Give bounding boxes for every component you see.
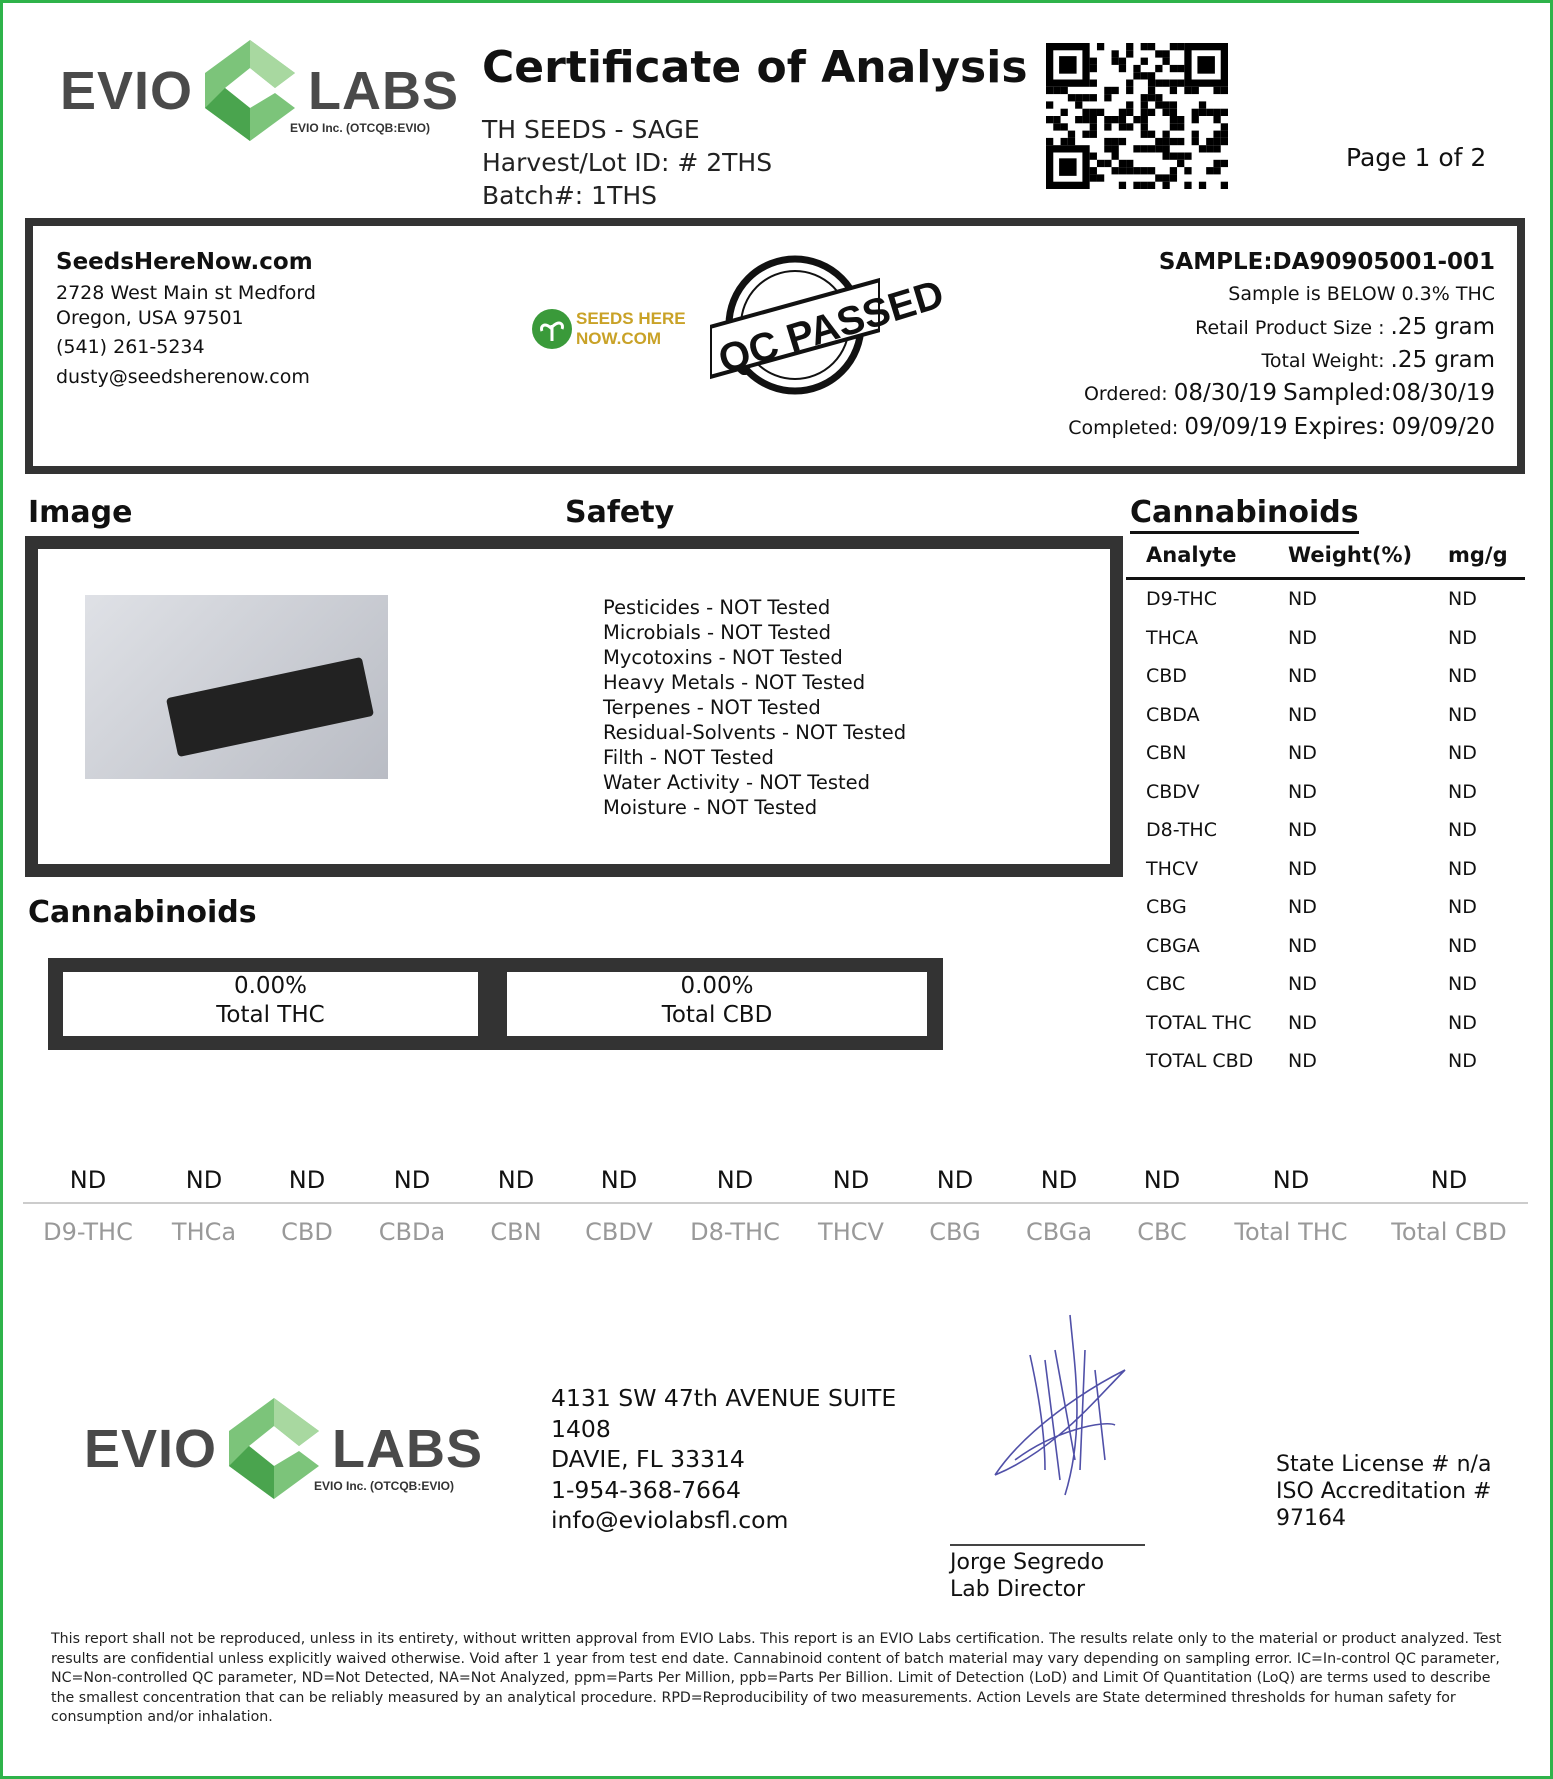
- safety-item: Microbials - NOT Tested: [603, 621, 832, 644]
- table-cell: ND: [1288, 1011, 1317, 1034]
- summary-label: D9-THC: [43, 1218, 133, 1246]
- director-title: Lab Director: [950, 1577, 1086, 1602]
- column-header: Weight(%): [1288, 543, 1413, 567]
- table-cell: CBGA: [1146, 934, 1200, 957]
- table-cell: ND: [1288, 934, 1317, 957]
- qc-passed-stamp: [710, 255, 949, 395]
- retail-size-label: Retail Product Size :: [1195, 317, 1385, 339]
- sample-id: SAMPLE:DA90905001-001: [1158, 249, 1495, 275]
- table-cell: ND: [1448, 1011, 1477, 1034]
- table-row: [1126, 704, 1525, 742]
- table-cell: ND: [1288, 973, 1317, 995]
- summary-label: CBGa: [1025, 1218, 1093, 1246]
- summary-value: ND: [69, 1166, 107, 1194]
- summary-label: D8-THC: [690, 1218, 780, 1246]
- evio-cube-icon: [219, 1396, 329, 1501]
- signature-line: [950, 1544, 1145, 1546]
- ordered-sampled-dates: [1084, 380, 1495, 406]
- table-cell: ND: [1448, 819, 1477, 841]
- table-cell: THCA: [1146, 626, 1199, 649]
- total-cbd-label: Total CBD: [661, 1002, 773, 1028]
- table-cell: CBN: [1146, 742, 1187, 764]
- cannabinoids-table-heading: Cannabinoids: [1130, 495, 1359, 534]
- table-cell: CBC: [1146, 973, 1186, 995]
- safety-item: Pesticides - NOT Tested: [603, 596, 831, 619]
- product-name: TH SEEDS - SAGE: [482, 115, 700, 144]
- completed-label: Completed:: [1068, 417, 1179, 439]
- summary-value: ND: [288, 1166, 326, 1194]
- total-cbd-card: [507, 972, 927, 1036]
- total-thc-value: 0.00%: [233, 973, 308, 999]
- sampled-label: Sampled:: [1283, 380, 1392, 406]
- logo-text: LABS: [332, 1419, 483, 1479]
- expires-date: 09/09/20: [1391, 414, 1495, 440]
- iso-label: ISO Accreditation #: [1276, 1479, 1492, 1504]
- qr-code: [1046, 43, 1228, 189]
- table-row: [1126, 819, 1525, 857]
- table-row: [1126, 742, 1525, 780]
- state-license: State License # n/a: [1276, 1452, 1492, 1477]
- table-row: [1126, 973, 1525, 1011]
- safety-item: Mycotoxins - NOT Tested: [603, 646, 843, 669]
- safety-item: Residual-Solvents - NOT Tested: [603, 721, 907, 744]
- table-cell: ND: [1288, 780, 1317, 803]
- evio-cube-icon: [195, 38, 305, 143]
- summary-value: ND: [393, 1166, 431, 1194]
- expires-label: Expires:: [1293, 414, 1386, 440]
- summary-value: ND: [1272, 1166, 1310, 1194]
- seedling-icon: [530, 307, 574, 351]
- safety-item: Moisture - NOT Tested: [603, 796, 818, 819]
- table-cell: ND: [1448, 665, 1477, 687]
- signature: [985, 1310, 1135, 1505]
- total-weight: [1261, 347, 1495, 373]
- table-cell: ND: [1448, 973, 1477, 995]
- table-cell: ND: [1288, 742, 1317, 764]
- seed-pack-image: [166, 657, 374, 757]
- table-row: [1126, 1050, 1525, 1088]
- summary-label: CBD: [281, 1218, 333, 1246]
- total-cbd-value: 0.00%: [680, 973, 754, 999]
- lab-address-1: 4131 SW 47th AVENUE SUITE: [551, 1384, 897, 1412]
- summary-value: ND: [716, 1166, 754, 1194]
- page-title: Certificate of Analysis: [482, 42, 1028, 93]
- table-cell: ND: [1448, 780, 1477, 803]
- table-cell: TOTAL THC: [1146, 1011, 1252, 1034]
- table-cell: CBDV: [1146, 780, 1200, 803]
- lab-address-3: DAVIE, FL 33314: [551, 1445, 745, 1473]
- client-address-2: Oregon, USA 97501: [56, 307, 244, 329]
- batch-number: Batch#: 1THS: [482, 181, 658, 210]
- thc-note: Sample is BELOW 0.3% THC: [1228, 283, 1495, 305]
- summary-value: ND: [600, 1166, 638, 1194]
- client-email: dusty@seedsherenow.com: [56, 366, 310, 388]
- table-cell: CBDA: [1146, 703, 1200, 726]
- product-photo: [85, 595, 388, 779]
- table-row: [1126, 781, 1525, 819]
- summary-value: ND: [1430, 1166, 1468, 1194]
- safety-item: Heavy Metals - NOT Tested: [603, 671, 866, 694]
- seedsherenow-logo: [530, 305, 700, 357]
- summary-label: Total THC: [1234, 1218, 1348, 1246]
- retail-size-value: .25 gram: [1390, 314, 1495, 340]
- safety-heading: Safety: [565, 495, 675, 530]
- summary-value: ND: [936, 1166, 974, 1194]
- summary-value: ND: [1143, 1166, 1181, 1194]
- lab-email: info@eviolabsfl.com: [551, 1506, 789, 1534]
- completed-expires-dates: [1068, 414, 1495, 440]
- lab-address: [551, 1383, 896, 1536]
- table-row: [1126, 858, 1525, 896]
- client-phone: (541) 261-5234: [56, 336, 205, 358]
- lab-phone: 1-954-368-7664: [551, 1475, 741, 1504]
- table-cell: ND: [1448, 626, 1477, 649]
- table-cell: ND: [1288, 626, 1317, 649]
- stamp-text: QC PASSED: [713, 271, 949, 383]
- safety-item: Terpenes - NOT Tested: [603, 696, 821, 719]
- table-cell: ND: [1288, 857, 1317, 880]
- summary-label: CBG: [929, 1218, 981, 1246]
- total-thc-label: Total THC: [216, 1002, 325, 1028]
- table-cell: ND: [1288, 588, 1317, 610]
- table-cell: THCV: [1146, 857, 1199, 880]
- table-cell: D8-THC: [1146, 819, 1217, 841]
- summary-label: Total CBD: [1391, 1218, 1507, 1246]
- ordered-date: 08/30/19: [1173, 380, 1278, 406]
- logo-text: LABS: [308, 61, 459, 121]
- logo-subtitle: EVIO Inc. (OTCQB:EVIO): [314, 1479, 455, 1493]
- table-cell: ND: [1448, 896, 1477, 918]
- table-row: [1126, 627, 1525, 665]
- iso-number: 97164: [1276, 1506, 1346, 1531]
- table-cell: ND: [1288, 1050, 1317, 1072]
- lab-address-2: 1408: [551, 1414, 611, 1443]
- table-row: [1126, 588, 1525, 626]
- summary-label: CBC: [1137, 1218, 1187, 1246]
- table-cell: CBD: [1146, 665, 1187, 687]
- table-cell: ND: [1448, 703, 1477, 726]
- table-header: [1126, 543, 1525, 581]
- table-row: [1126, 665, 1525, 703]
- table-cell: CBG: [1146, 896, 1187, 918]
- logo-subtitle: EVIO Inc. (OTCQB:EVIO): [290, 121, 431, 135]
- safety-item: Filth - NOT Tested: [603, 746, 774, 769]
- total-thc-card: [63, 972, 478, 1036]
- summary-value: ND: [497, 1166, 535, 1194]
- safety-list: [603, 595, 906, 820]
- evio-labs-logo: [60, 38, 460, 143]
- table-cell: ND: [1288, 819, 1317, 841]
- table-cell: ND: [1448, 934, 1477, 957]
- cannabinoids-heading: Cannabinoids: [28, 895, 257, 930]
- completed-date: 09/09/19: [1184, 414, 1288, 440]
- table-header-rule: [1126, 577, 1525, 580]
- lot-id: Harvest/Lot ID: # 2THS: [482, 148, 773, 177]
- summary-value: ND: [1040, 1166, 1078, 1194]
- table-cell: ND: [1448, 1050, 1477, 1072]
- total-weight-value: .25 gram: [1390, 347, 1495, 373]
- license-info: [1276, 1451, 1491, 1532]
- summary-label: THCV: [818, 1218, 884, 1246]
- table-cell: ND: [1448, 588, 1477, 610]
- total-weight-label: Total Weight:: [1261, 350, 1385, 372]
- evio-labs-footer-logo: [84, 1396, 484, 1501]
- summary-label: CBDV: [585, 1218, 653, 1246]
- summary-value: ND: [185, 1166, 223, 1194]
- table-cell: ND: [1288, 665, 1317, 687]
- summary-label: CBN: [490, 1218, 542, 1246]
- director-info: [950, 1549, 1104, 1603]
- page-number: Page 1 of 2: [1346, 143, 1487, 172]
- table-row: [1126, 935, 1525, 973]
- retail-size: [1195, 314, 1495, 340]
- table-cell: ND: [1288, 896, 1317, 918]
- table-cell: TOTAL CBD: [1146, 1050, 1254, 1072]
- column-header: mg/g: [1448, 543, 1508, 567]
- sampled-date: 08/30/19: [1391, 380, 1495, 406]
- seedsherenow-logo-text: SEEDS HERE NOW.COM: [576, 309, 686, 348]
- table-cell: D9-THC: [1146, 588, 1217, 610]
- bar-baseline: [23, 1202, 1528, 1204]
- table-row: [1126, 896, 1525, 934]
- logo-text: EVIO: [60, 61, 194, 121]
- table-cell: ND: [1448, 857, 1477, 880]
- director-name: Jorge Segredo: [950, 1550, 1105, 1575]
- summary-label: CBDa: [378, 1218, 446, 1246]
- table-cell: ND: [1288, 703, 1317, 726]
- table-row: [1126, 1012, 1525, 1050]
- table-cell: ND: [1448, 742, 1477, 764]
- client-address-1: 2728 West Main st Medford: [56, 282, 316, 304]
- ordered-label: Ordered:: [1083, 383, 1168, 405]
- safety-item: Water Activity - NOT Tested: [603, 771, 871, 794]
- summary-value: ND: [832, 1166, 870, 1194]
- logo-text: EVIO: [84, 1419, 218, 1479]
- summary-label: THCa: [171, 1218, 237, 1246]
- client-name: SeedsHereNow.com: [56, 249, 313, 275]
- disclaimer: This report shall not be reproduced, unless in its entirety, without written approval from EVIO Labs. This report is an EVIO Labs certification. The results relate only to the material or product analyzed. Test results are confidential unless explicitly waived otherwise. Void after 1 year from test end date. Cannabinoid content of batch material may vary depending on sampling error. IC=In-control QC parameter, NC=Non-controlled QC parameter, ND=Not Detected, NA=Not Analyzed, ppm=Parts Per Million, ppb=Parts Per Billion. Limit of Detection (LoD) and Limit Of Quantitation (LoQ) are terms used to describe the smallest concentration that can be reliably measured by an analytical procedure. RPD=Reproducibility of two measurements. Action Levels are State determined thresholds for human safety for consumption and/or inhalation.: [51, 1631, 1502, 1725]
- column-header: Analyte: [1146, 543, 1237, 567]
- image-heading: Image: [28, 495, 133, 530]
